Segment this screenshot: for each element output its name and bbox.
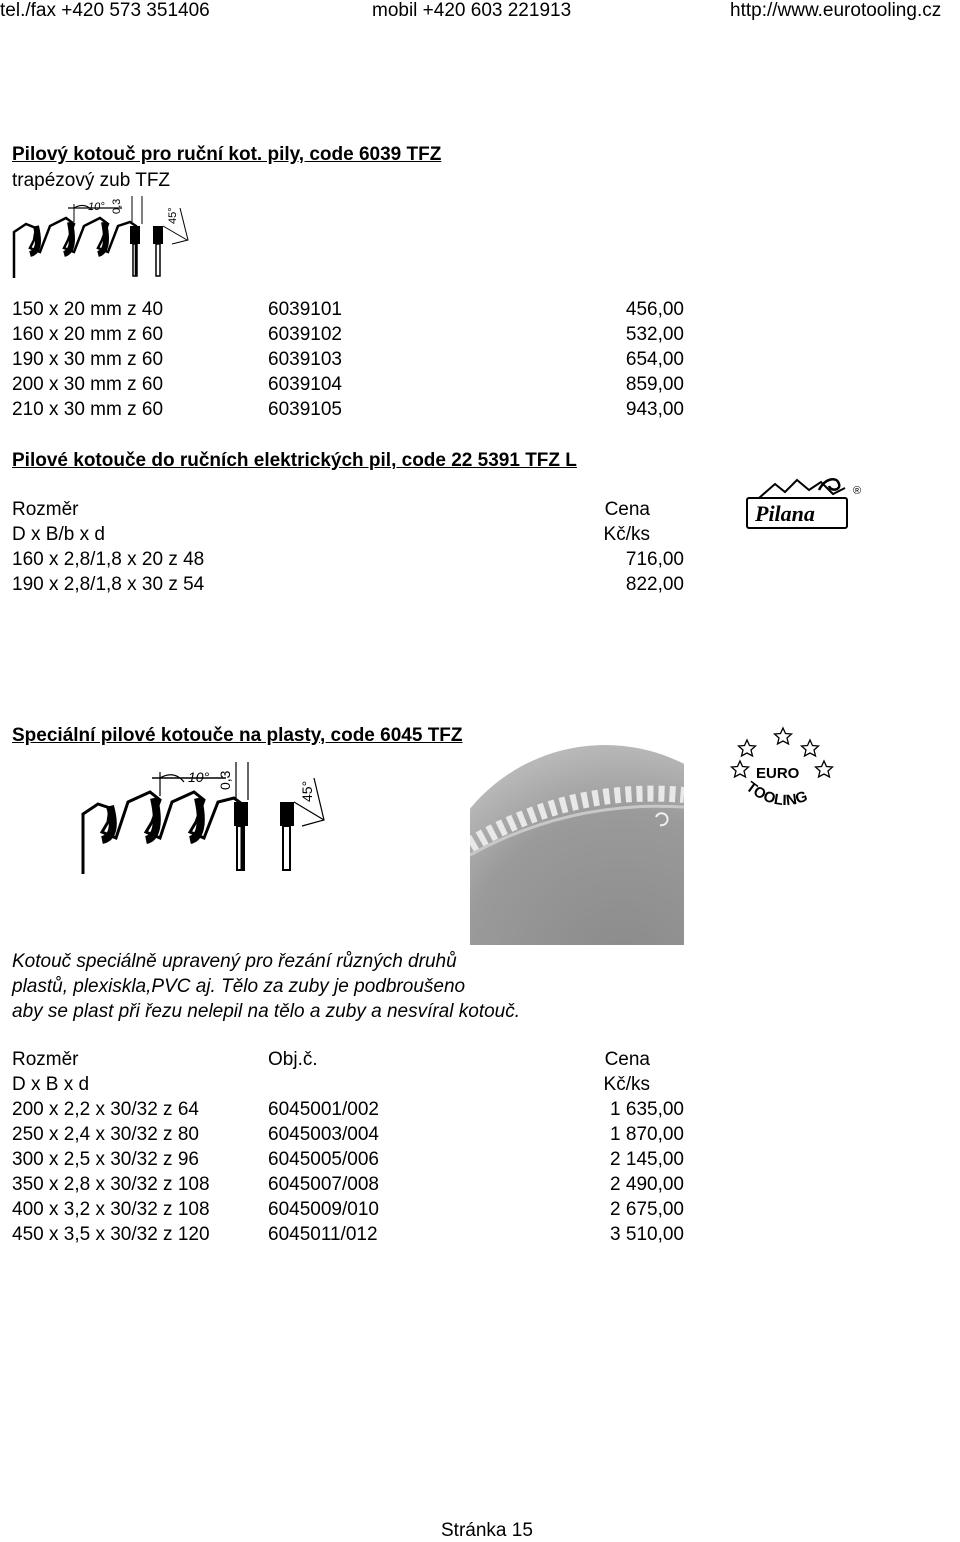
table-row-size: 200 x 30 mm z 60 — [12, 374, 164, 395]
table-row-size: 300 x 2,5 x 30/32 z 96 — [12, 1149, 199, 1170]
table-row-size: 210 x 30 mm z 60 — [12, 399, 164, 420]
star-icon — [739, 740, 756, 756]
section3-head-price-unit: Kč/ks — [603, 1074, 650, 1095]
section2-title: Pilové kotouče do ručních elektrických pil, code 22 5391 TFZ L — [12, 450, 577, 471]
section2-head-price: Cena — [604, 499, 650, 520]
table-row-price: 532,00 — [625, 324, 684, 345]
table-row-price: 654,00 — [625, 349, 684, 370]
section2-head-size: Rozměr — [12, 499, 79, 520]
eurotooling-logo-top: EURO — [756, 765, 800, 782]
table-row-price: 822,00 — [625, 574, 684, 595]
table-row-price: 943,00 — [625, 399, 684, 420]
section3-head-price: Cena — [604, 1049, 650, 1070]
section3-title: Speciální pilové kotouče na plasty, code 6045 TFZ — [12, 725, 463, 746]
table-row-code: 6039102 — [268, 324, 342, 345]
registered-mark: ® — [853, 485, 862, 497]
table-row-code: 6039103 — [268, 349, 342, 370]
table-row-size: 350 x 2,8 x 30/32 z 108 — [12, 1174, 210, 1195]
table-row-price: 2 490,00 — [610, 1174, 684, 1195]
header-url[interactable]: http://www.eurotooling.cz — [730, 0, 942, 21]
table-row-price: 3 510,00 — [610, 1224, 684, 1245]
diagram1-angle1-label: 10° — [88, 201, 105, 213]
table-row-code: 6045003/004 — [268, 1124, 379, 1145]
diagram1-angle2-label: 45° — [167, 207, 179, 224]
table-row-price: 456,00 — [625, 299, 684, 320]
table-row-price: 2 145,00 — [610, 1149, 684, 1170]
diagram2-angle1-label: 10° — [188, 769, 210, 785]
section2-head-size-dims: D x B/b x d — [12, 524, 105, 545]
table-row-price: 716,00 — [625, 549, 684, 570]
section1-subtitle: trapézový zub TFZ — [12, 170, 171, 191]
diagram1-gap-label: 0,3 — [111, 198, 123, 214]
table-row-size: 190 x 30 mm z 60 — [12, 349, 164, 370]
header-phone: tel./fax +420 573 351406 — [0, 0, 210, 21]
section3-description-line2: plastů, plexiskla,PVC aj. Tělo za zuby je podbroušeno — [12, 976, 466, 997]
table-row-code: 6045011/012 — [268, 1224, 378, 1245]
table-row-size: 400 x 3,2 x 30/32 z 108 — [12, 1199, 210, 1220]
table-row-size: 150 x 20 mm z 40 — [12, 299, 164, 320]
pilana-logo — [745, 476, 867, 532]
table-row-price: 1 870,00 — [610, 1124, 684, 1145]
table-row-price: 1 635,00 — [610, 1099, 684, 1120]
table-row-code: 6045007/008 — [268, 1174, 379, 1195]
table-row-code: 6045005/006 — [268, 1149, 379, 1170]
table-row-code: 6045001/002 — [268, 1099, 379, 1120]
table-row-size: 200 x 2,2 x 30/32 z 64 — [12, 1099, 199, 1120]
diagram2-angle2-label: 45° — [299, 780, 315, 802]
section2-head-price-unit: Kč/ks — [603, 524, 650, 545]
eurotooling-logo-bottom: TOOLING — [742, 778, 810, 810]
table-row-size: 160 x 2,8/1,8 x 20 z 48 — [12, 549, 205, 570]
section3-head-size: Rozměr — [12, 1049, 79, 1070]
section1-title: Pilový kotouč pro ruční kot. pily, code 6039 TFZ — [12, 144, 442, 165]
section3-description-line1: Kotouč speciálně upravený pro řezání různých druhů — [12, 951, 457, 972]
star-icon — [816, 761, 833, 777]
table-row-size: 190 x 2,8/1,8 x 30 z 54 — [12, 574, 205, 595]
header-mobile: mobil +420 603 221913 — [372, 0, 572, 21]
table-row-price: 859,00 — [625, 374, 684, 395]
tooth-profile-diagram-2 — [80, 762, 330, 880]
section3-head-size-dims: D x B x d — [12, 1074, 90, 1095]
eurotooling-logo — [730, 726, 840, 818]
section3-head-code: Obj.č. — [268, 1049, 318, 1070]
table-row-code: 6039105 — [268, 399, 342, 420]
table-row-price: 2 675,00 — [610, 1199, 684, 1220]
page-number: Stránka 15 — [441, 1520, 533, 1541]
star-icon — [802, 740, 819, 756]
table-row-code: 6039101 — [268, 299, 342, 320]
diagram2-gap-label: 0,3 — [217, 770, 233, 790]
star-icon — [775, 728, 792, 744]
table-row-code: 6045009/010 — [268, 1199, 379, 1220]
pilana-logo-text: Pilana — [755, 501, 815, 526]
star-icon — [732, 761, 749, 777]
tooth-profile-diagram-1 — [12, 196, 202, 282]
table-row-size: 450 x 3,5 x 30/32 z 120 — [12, 1224, 210, 1245]
table-row-code: 6039104 — [268, 374, 342, 395]
svg-text:TOOLING — [743, 778, 810, 809]
table-row-size: 250 x 2,4 x 30/32 z 80 — [12, 1124, 199, 1145]
section3-description-line3: aby se plast při řezu nelepil na tělo a zuby a nesvíral kotouč. — [12, 1001, 521, 1022]
saw-blade-photo — [470, 745, 684, 945]
table-row-size: 160 x 20 mm z 60 — [12, 324, 164, 345]
